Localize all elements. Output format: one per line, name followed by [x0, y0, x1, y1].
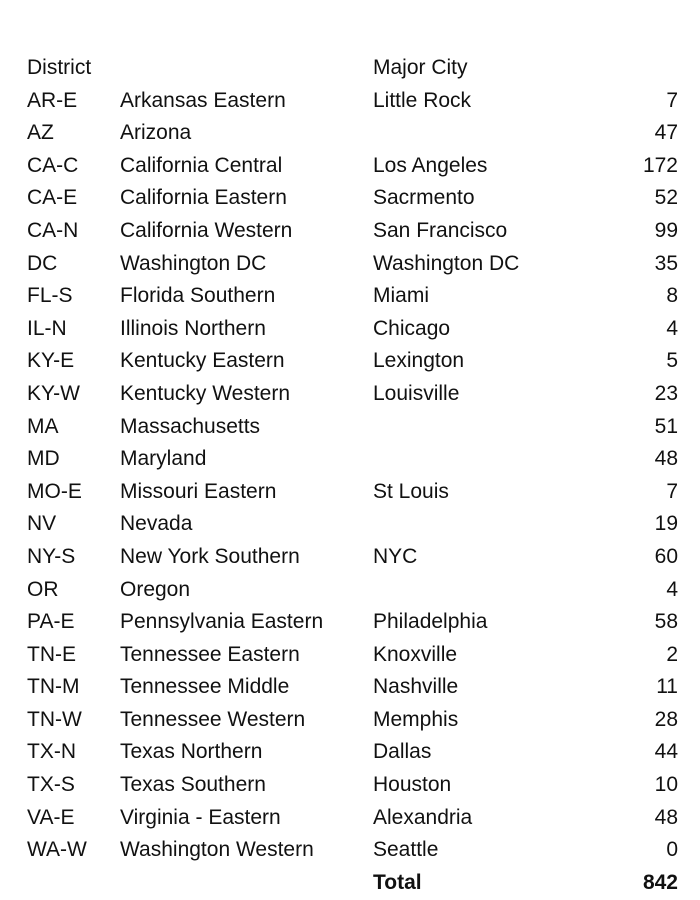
- district-name: Florida Southern: [120, 284, 276, 308]
- case-count: 48: [654, 805, 678, 829]
- case-count: 48: [654, 447, 678, 471]
- table-row: [27, 606, 678, 639]
- case-count: 28: [654, 707, 678, 731]
- case-count: 11: [656, 675, 678, 699]
- case-count: 35: [654, 251, 678, 275]
- district-name: Washington DC: [120, 251, 267, 275]
- table-row: [27, 802, 678, 835]
- district-name: Massachusetts: [120, 414, 261, 438]
- district-code: CA-E: [27, 186, 78, 210]
- table-row: [27, 378, 678, 411]
- district-code: MO-E: [27, 479, 82, 503]
- district-name: Tennessee Middle: [120, 675, 290, 699]
- major-city: Los Angeles: [373, 153, 488, 177]
- table-row: [27, 411, 678, 444]
- major-city: Miami: [373, 284, 429, 308]
- district-code: AZ: [27, 121, 54, 145]
- district-name: Tennessee Western: [120, 707, 306, 731]
- major-city: Philadelphia: [373, 610, 488, 634]
- district-name: California Central: [120, 153, 283, 177]
- table-row: [27, 150, 678, 183]
- major-city-header: Major City: [373, 56, 468, 79]
- district-name: California Eastern: [120, 186, 287, 210]
- district-name: Nevada: [120, 512, 193, 536]
- district-code: CA-N: [27, 218, 79, 242]
- table-row: [27, 215, 678, 248]
- major-city: St Louis: [373, 479, 449, 503]
- district-name: Maryland: [120, 447, 207, 471]
- case-count: 10: [654, 773, 678, 797]
- case-count: 4: [666, 316, 678, 340]
- district-code: FL-S: [27, 284, 73, 308]
- district-code: CA-C: [27, 153, 79, 177]
- district-code: TX-N: [27, 740, 76, 764]
- major-city: Knoxville: [373, 642, 458, 666]
- district-name: Kentucky Eastern: [120, 349, 285, 373]
- district-name: Pennsylvania Eastern: [120, 610, 324, 634]
- case-count: 7: [666, 88, 678, 112]
- case-count: 58: [654, 610, 678, 634]
- district-header: District: [27, 56, 92, 79]
- district-name: Oregon: [120, 577, 191, 601]
- district-code: NV: [27, 512, 57, 536]
- table-body: [27, 85, 678, 867]
- case-count: 99: [654, 218, 678, 242]
- case-count: 2: [666, 642, 678, 666]
- case-count: 5: [666, 349, 678, 373]
- major-city: Alexandria: [373, 805, 473, 829]
- district-name: Illinois Northern: [120, 316, 266, 340]
- major-city: Nashville: [373, 675, 459, 699]
- district-name: Texas Southern: [120, 773, 266, 797]
- major-city: Dallas: [373, 740, 432, 764]
- district-name: California Western: [120, 218, 293, 242]
- case-count: 7: [666, 479, 678, 503]
- case-count: 172: [642, 153, 678, 177]
- table-row: [27, 85, 678, 118]
- district-code: KY-E: [27, 349, 75, 373]
- district-code: IL-N: [27, 316, 67, 340]
- district-code: AR-E: [27, 88, 78, 112]
- case-count: 23: [654, 381, 678, 405]
- district-name: Kentucky Western: [120, 381, 291, 405]
- major-city: Sacrmento: [373, 186, 475, 210]
- total-label: Total: [373, 870, 422, 894]
- district-code: MA: [27, 414, 59, 438]
- case-count: 0: [666, 838, 678, 862]
- district-code: MD: [27, 447, 60, 471]
- table-row: [27, 574, 678, 607]
- district-code: PA-E: [27, 610, 75, 634]
- district-code: TN-E: [27, 642, 76, 666]
- case-count: 51: [654, 414, 678, 438]
- major-city: Little Rock: [373, 88, 472, 112]
- district-code: OR: [27, 577, 59, 601]
- major-city: San Francisco: [373, 218, 508, 242]
- district-code: NY-S: [27, 544, 76, 568]
- case-count: 60: [654, 544, 678, 568]
- district-code: WA-W: [27, 838, 87, 862]
- district-name: Texas Northern: [120, 740, 263, 764]
- table-row: [27, 736, 678, 769]
- table-row: [27, 541, 678, 574]
- table-row: [27, 117, 678, 150]
- major-city: Houston: [373, 773, 452, 797]
- table-row: [27, 769, 678, 802]
- district-name: Washington Western: [120, 838, 314, 862]
- district-code: TN-W: [27, 707, 82, 731]
- district-name: Missouri Eastern: [120, 479, 277, 503]
- district-name: Arkansas Eastern: [120, 88, 286, 112]
- district-code: VA-E: [27, 805, 75, 829]
- district-name: Arizona: [120, 121, 192, 145]
- table-row: [27, 313, 678, 346]
- district-code: KY-W: [27, 381, 80, 405]
- case-count: 47: [654, 121, 678, 145]
- table-row: [27, 834, 678, 867]
- district-name: Tennessee Eastern: [120, 642, 300, 666]
- header-row: [27, 52, 678, 85]
- major-city: Louisville: [373, 381, 460, 405]
- major-city: Chicago: [373, 316, 451, 340]
- table-row: [27, 345, 678, 378]
- table-row: [27, 476, 678, 509]
- district-table: [27, 52, 678, 899]
- case-count: 4: [666, 577, 678, 601]
- major-city: Lexington: [373, 349, 465, 373]
- case-count: 44: [654, 740, 678, 764]
- district-code: DC: [27, 251, 58, 275]
- table-row: [27, 671, 678, 704]
- district-name: New York Southern: [120, 544, 300, 568]
- table-row: [27, 704, 678, 737]
- major-city: Washington DC: [373, 251, 520, 275]
- table-row: [27, 182, 678, 215]
- table-row: [27, 280, 678, 313]
- district-code: TN-M: [27, 675, 80, 699]
- table-row: [27, 443, 678, 476]
- total-row: [27, 867, 678, 900]
- table-row: [27, 248, 678, 281]
- district-name: Virginia - Eastern: [120, 805, 281, 829]
- major-city: Memphis: [373, 707, 459, 731]
- table-row: [27, 508, 678, 541]
- major-city: Seattle: [373, 838, 439, 862]
- table-row: [27, 639, 678, 672]
- major-city: NYC: [373, 544, 418, 568]
- district-code: TX-S: [27, 773, 75, 797]
- case-count: 8: [666, 284, 678, 308]
- total-value: 842: [642, 870, 678, 894]
- case-count: 19: [654, 512, 678, 536]
- case-count: 52: [654, 186, 678, 210]
